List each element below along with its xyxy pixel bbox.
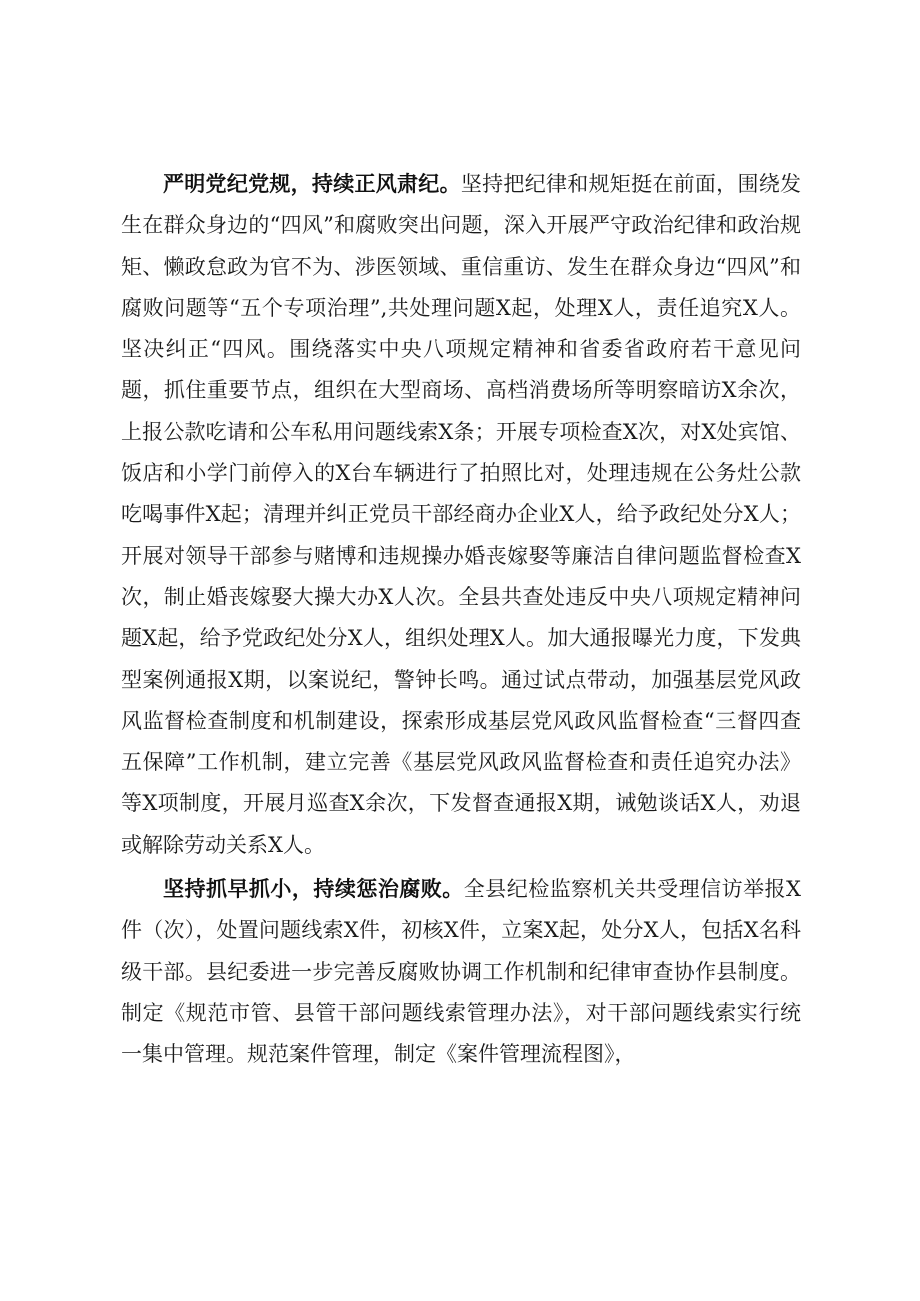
- paragraph-anticorruption: [121, 868, 801, 1075]
- paragraph-text: 坚持把纪律和规矩挺在前面，围绕发生在群众身边的“四风”和腐败突出问题，深入开展严守政治纪律和政治规矩、懒政怠政为官不为、涉医领域、重信重访、发生在群众身边“四风”和腐败问题等“五个专项治理”,共处理问题X起，处理X人，责任追究X人。坚决纠正“四风。围绕落实中央八项规定精神和省委省政府若干意见问题，抓住重要节点，组织在大型商场、高档消费场所等明察暗访X余次，上报公款吃请和公车私用问题线索X条；开展专项检查X次，对X处宾馆、饭店和小学门前停入的X台车辆进行了拍照比对，处理违规在公务灶公款吃喝事件X起；清理并纠正党员干部经商办企业X人，给予政纪处分X人；开展对领导干部参与赌博和违规操办婚丧嫁娶等廉洁自律问题监督检查X次，制止婚丧嫁娶大操大办X人次。全县共查处违反中央八项规定精神问题X起，给予党政纪处分X人，组织处理X人。加大通报曝光力度，下发典型案例通报X期，以案说纪，警钟长鸣。通过试点带动，加强基层党风政风监督检查制度和机制建设，探索形成基层党风政风监督检查“三督四查五保障”工作机制，建立完善《基层党风政风监督检查和责任追究办法》等X项制度，开展月巡查X余次，下发督查通报X期，诫勉谈话X人，劝退或解除劳动关系X人。: [121, 172, 802, 857]
- document-body: [121, 163, 801, 1076]
- paragraph-text: 全县纪检监察机关共受理信访举报X件（次），处置问题线索X件，初核X件，立案X起，处分X人，包括X名科级干部。县纪委进一步完善反腐败协调工作机制和纪律审查协作县制度。制定《规范市管、县管干部问题线索管理办法》，对干部问题线索实行统一集中管理。规范案件管理，制定《案件管理流程图》，: [121, 877, 801, 1067]
- paragraph-heading: 坚持抓早抓小，持续惩治腐败。: [163, 876, 464, 902]
- paragraph-discipline: [121, 163, 801, 866]
- paragraph-heading: 严明党纪党规，持续正风肃纪。: [163, 171, 461, 196]
